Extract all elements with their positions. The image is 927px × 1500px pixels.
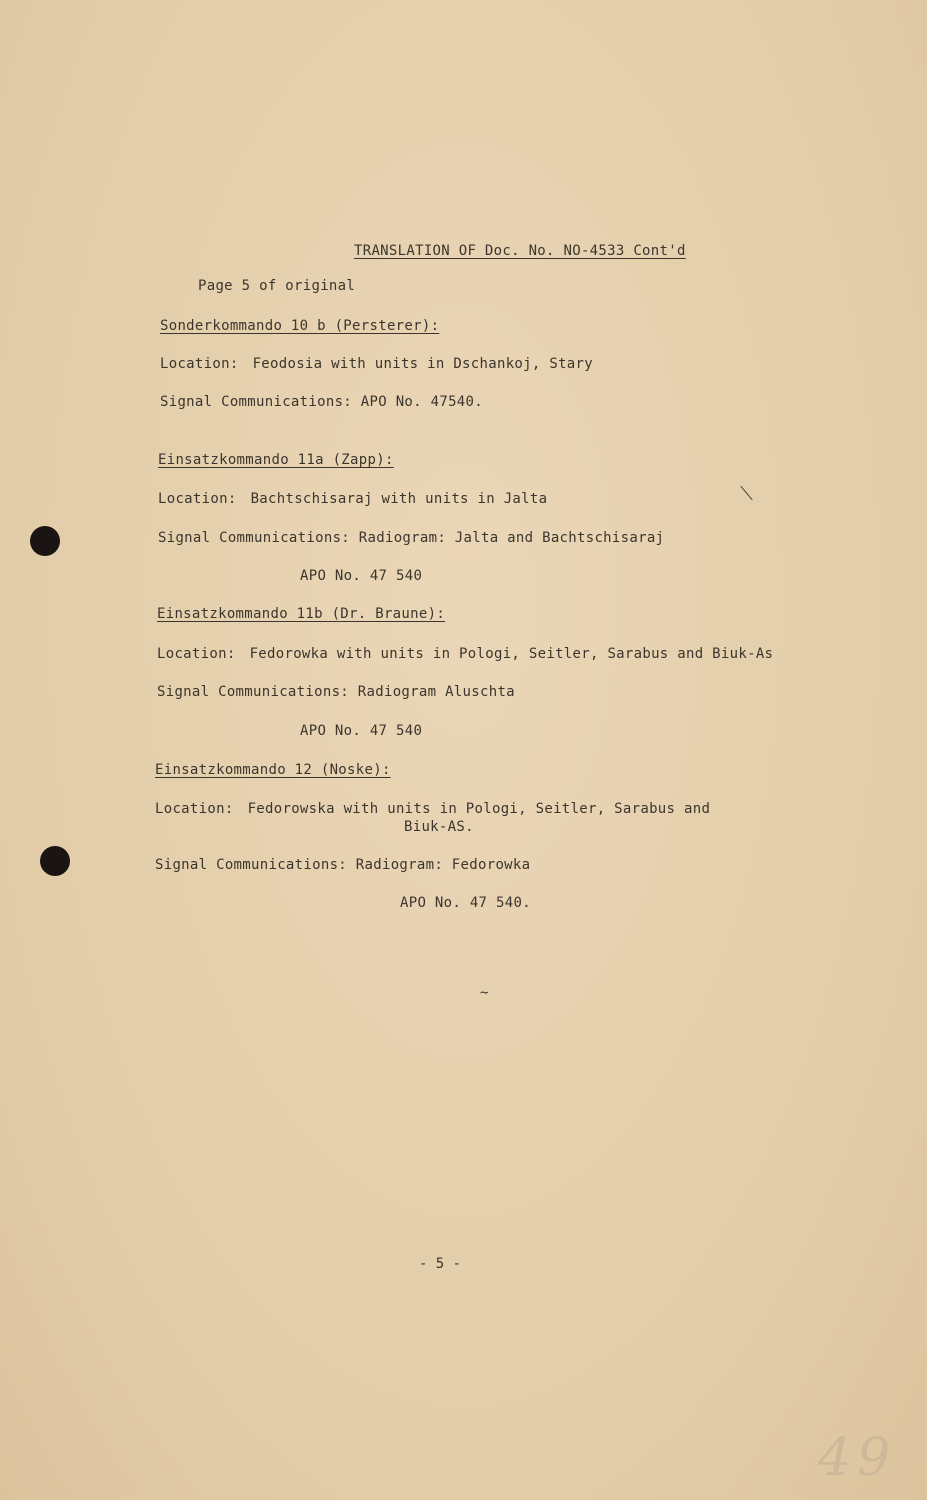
- signal-line: [155, 856, 530, 874]
- location-line: [158, 490, 547, 508]
- location-value: Bachtschisaraj with units in Jalta: [250, 491, 548, 507]
- signal-label: Signal Communications:: [158, 530, 351, 546]
- location-value: Fedorowska with units in Pologi, Seitler, Sarabus and: [247, 801, 711, 817]
- punch-hole: [40, 846, 70, 876]
- location-line: [155, 800, 710, 818]
- signal-value: Radiogram: Jalta and Bachtschisaraj: [358, 530, 665, 546]
- signal-label: Signal Communications:: [155, 857, 348, 873]
- location-line: [160, 355, 593, 373]
- document-title: TRANSLATION OF Doc. No. NO-4533 Cont'd: [354, 243, 686, 259]
- apo-line: APO No. 47 540: [300, 568, 423, 584]
- signal-line: [158, 529, 664, 547]
- section-heading: Einsatzkommando 11a (Zapp):: [158, 452, 394, 468]
- location-value: Feodosia with units in Dschankoj, Stary: [252, 356, 593, 372]
- location-label: Location:: [158, 491, 237, 507]
- signal-value: Radiogram: Fedorowka: [355, 857, 531, 873]
- signal-line: [157, 683, 515, 701]
- signal-value: Radiogram Aluschta: [357, 684, 515, 700]
- page-number: - 5 -: [418, 1256, 462, 1272]
- location-value-continued: Biuk-AS.: [404, 819, 474, 835]
- section-heading: Einsatzkommando 12 (Noske):: [155, 762, 391, 778]
- stray-mark: [740, 486, 752, 500]
- punch-hole: [30, 526, 60, 556]
- signal-line: [160, 393, 483, 411]
- end-mark: ~: [480, 985, 489, 1001]
- apo-line: APO No. 47 540: [300, 723, 423, 739]
- location-label: Location:: [160, 356, 239, 372]
- section-heading: Sonderkommando 10 b (Persterer):: [160, 318, 440, 334]
- location-line: [157, 645, 773, 663]
- section-heading: Einsatzkommando 11b (Dr. Braune):: [157, 606, 446, 622]
- handwritten-page-number: 49: [818, 1428, 897, 1488]
- location-label: Location:: [155, 801, 234, 817]
- signal-label: Signal Communications:: [160, 394, 353, 410]
- page-of-original: Page 5 of original: [198, 278, 356, 294]
- location-value: Fedorowka with units in Pologi, Seitler, Sarabus and Biuk-As: [249, 646, 774, 662]
- signal-value: APO No. 47540.: [360, 394, 483, 410]
- signal-label: Signal Communications:: [157, 684, 350, 700]
- location-label: Location:: [157, 646, 236, 662]
- apo-line: APO No. 47 540.: [400, 895, 531, 911]
